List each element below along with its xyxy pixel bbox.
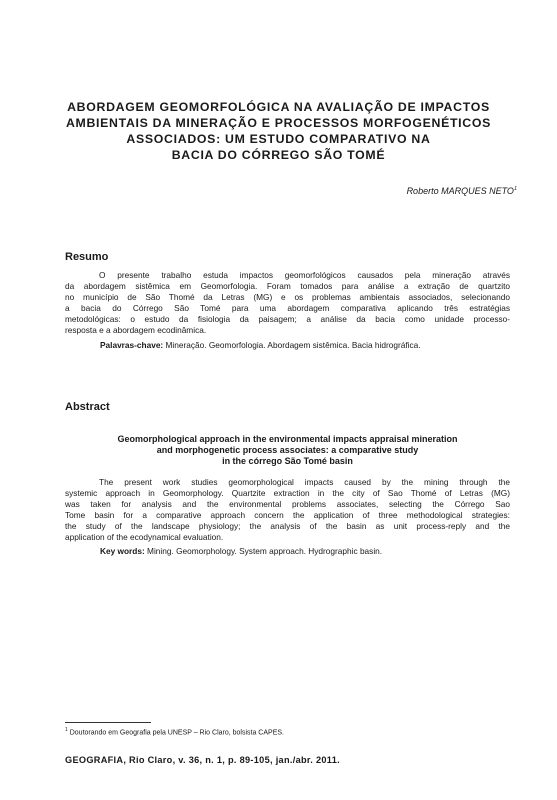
resumo-line: da abordagem sistêmica em Geomorfologia. Foram tomados para análise a extração de quartzito <box>65 281 510 291</box>
resumo-line: resposta e a abordagem ecodinâmica. <box>65 325 207 335</box>
abstract-line: The present work studies geomorphological impacts caused by the mining through the <box>99 477 510 487</box>
abstract-line: systemic approach in Geomorphology. Quartzite extraction in the city of Sao Thomé of Letras (MG) <box>65 488 510 498</box>
resumo-heading: Resumo <box>65 251 109 263</box>
abstract-line: was taken for analysis and the environmental problems associates, selecting the Córrego Sao <box>65 499 510 509</box>
abstract-keywords-text: Mining. Geomorphology. System approach. Hydrographic basin. <box>144 546 383 556</box>
article-title <box>40 99 517 163</box>
footnote-divider <box>65 722 151 723</box>
footnote-text: Doutorando em Geografia pela UNESP – Rio Claro, bolsista CAPES. <box>67 729 284 737</box>
resumo-line: a bacia do Córrego São Tomé para uma abordagem comparativa aplicando três estratégias <box>65 303 510 313</box>
footnote-mark: 1 <box>65 727 68 733</box>
abstract-heading: Abstract <box>65 401 110 413</box>
english-title-line: and morphogenetic process associates: a comparative study <box>156 445 419 455</box>
abstract-keywords <box>100 546 382 556</box>
title-line: AMBIENTAIS DA MINERAÇÃO E PROCESSOS MORFOGENÉTICOS <box>65 116 492 130</box>
resumo-line: no município de São Thomé da Letras (MG) e os problemas ambientais associados, selecionando <box>65 292 510 302</box>
resumo-line: metodológicas: o estudo da fisiologia da paisagem; a análise da bacia como unidade processo- <box>65 314 510 324</box>
author-name: Roberto MARQUES NETO <box>406 186 514 196</box>
journal-citation: GEOGRAFIA, Rio Claro, v. 36, n. 1, p. 89-105, jan./abr. 2011. <box>65 755 340 765</box>
abstract-keywords-label: Key words: <box>100 546 145 556</box>
title-line: BACIA DO CÓRREGO SÃO TOMÉ <box>171 148 386 162</box>
english-title <box>65 434 510 467</box>
resumo-line: O presente trabalho estuda impactos geomorfológicos causados pela mineração através <box>99 270 510 280</box>
author <box>407 186 517 196</box>
english-title-line: Geomorphological approach in the environmental impacts appraisal mineration <box>117 434 458 444</box>
abstract-line: Tome basin for a comparative approach concern the application of three methodological strategies: <box>65 510 510 520</box>
title-line: ABORDAGEM GEOMORFOLÓGICA NA AVALIAÇÃO DE IMPACTOS <box>67 100 490 114</box>
english-title-line: in the córrego São Tomé basin <box>222 456 353 466</box>
abstract-paragraph <box>65 477 510 543</box>
resumo-keywords-text: Mineração. Geomorfologia. Abordagem sistêmica. Bacia hidrográfica. <box>163 340 421 350</box>
abstract-line: the study of the landscape physiology; the analysis of the basin as unit process-reply and the <box>65 521 510 531</box>
title-line: ASSOCIADOS: UM ESTUDO COMPARATIVO NA <box>126 132 431 146</box>
resumo-paragraph <box>65 270 510 336</box>
abstract-line: application of the ecodynamical evaluation. <box>65 532 224 542</box>
resumo-keywords <box>100 340 421 350</box>
author-note-mark: 1 <box>513 186 517 192</box>
footnote <box>65 727 284 736</box>
resumo-keywords-label: Palavras-chave: <box>100 340 164 350</box>
